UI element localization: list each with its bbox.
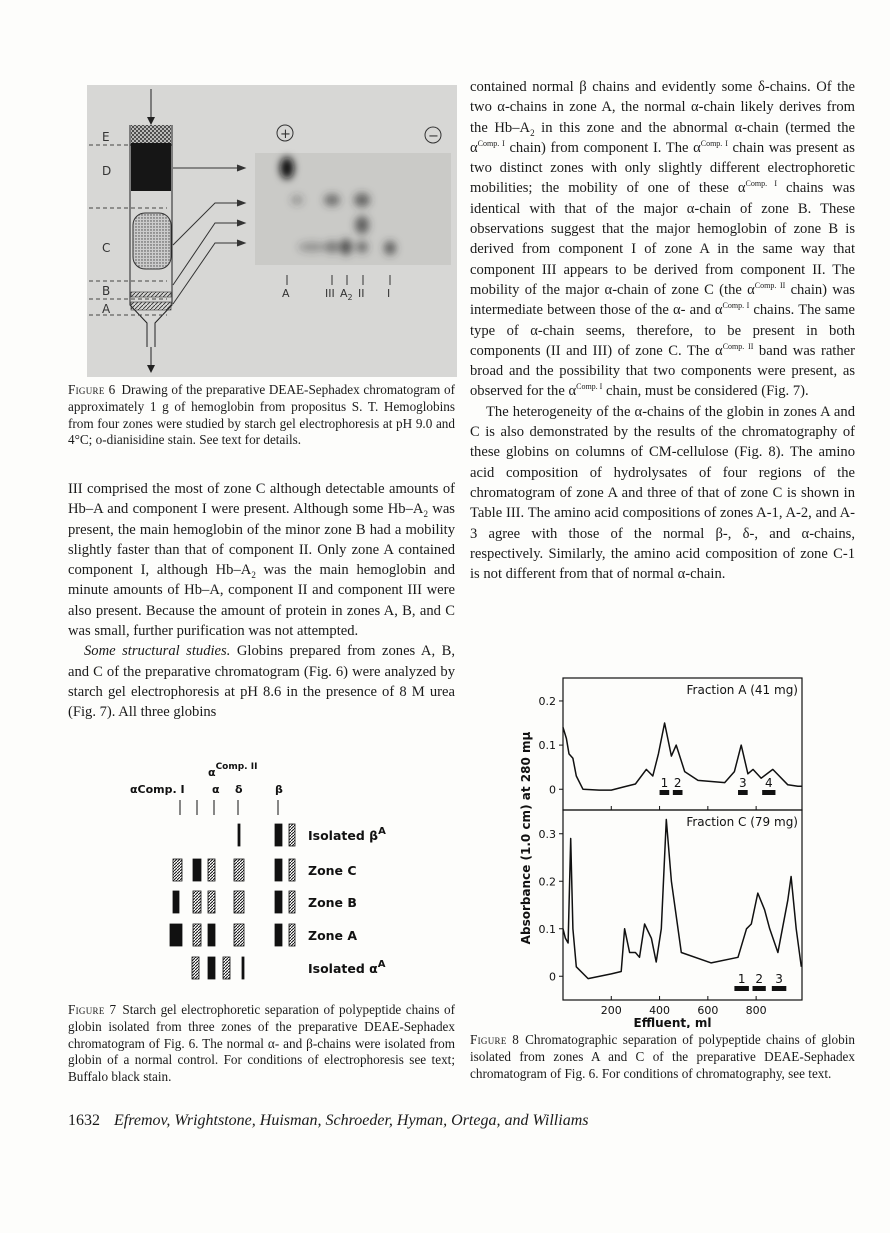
fraction-label: 2 <box>673 776 682 790</box>
gel-band <box>238 824 240 846</box>
fraction-bar <box>753 986 766 991</box>
figure-8-chart <box>510 668 840 1028</box>
figure-7-label: Figure 7 <box>68 1002 117 1017</box>
header-alpha: α <box>212 783 220 796</box>
gel-band <box>275 859 282 881</box>
text-segment: band was rather broad and the possibility that two components were present, as observed for the α <box>470 342 855 400</box>
text-segment: Comp. I <box>722 301 750 311</box>
band-label-i: I <box>387 287 391 300</box>
panel-frame <box>563 810 802 1000</box>
fraction-label: 1 <box>660 776 669 790</box>
fraction-label: 3 <box>739 776 747 790</box>
text-segment: Globins prepared from zones A, B, and C of the preparative chromatogram (Fig. 6) were analyzed by starch gel electrophoresis at pH 8.6 in the presence of 8 M urea (Fig. 7). All three globins <box>68 643 455 721</box>
gel-band <box>192 957 199 979</box>
gel-band <box>193 859 201 881</box>
panel-title: Fraction C (79 mg) <box>686 815 798 829</box>
fraction-bar <box>673 790 683 795</box>
starch-gel <box>255 153 451 265</box>
y-tick-label: 0.2 <box>538 875 556 889</box>
text-segment: was the main hemoglobin and minute amounts of Hb–A, component II and component III were also present. Because the amount of protein in zones A, B, and C was small, further purification was not attempted. <box>68 562 455 640</box>
zone-label-c: C <box>102 241 111 255</box>
fraction-bar <box>762 790 775 795</box>
row-label: Isolated $\beta^A$ <box>308 826 386 843</box>
gel-band <box>234 891 244 913</box>
zone-label-b: B <box>102 284 111 298</box>
gel-band <box>193 891 201 913</box>
gel-band <box>223 957 230 979</box>
x-tick-label: 400 <box>649 1004 671 1017</box>
gel-band <box>275 824 282 846</box>
zone-label-d: D <box>102 164 112 178</box>
zone-label-a: A <box>102 302 111 316</box>
gel-band <box>289 924 295 946</box>
gel-band <box>208 924 215 946</box>
gel-band <box>242 957 244 979</box>
header-alpha-comp-i: αComp. I <box>130 783 185 796</box>
page-footer <box>68 1112 588 1130</box>
x-tick-label: 600 <box>697 1004 719 1017</box>
band-label-ii: II <box>358 287 365 300</box>
text-segment: chain) from component I. The α <box>504 139 701 156</box>
text-segment: chain was present as two distinct zones with only slightly different electrophoretic mobilities; the mobility of one of these α <box>470 139 855 197</box>
header-delta: δ <box>235 783 243 796</box>
text-segment: chains was identical with that of the major α-chain of zone B. These observations suggest that the major hemoglobin of zone B is derived from component I of zone A in the same way that component III appears to be derived from component II. The mobility of the major α-chain of zone C (the α <box>470 180 855 298</box>
fraction-label: 3 <box>775 972 783 986</box>
figure-6-label: Figure 6 <box>68 382 116 397</box>
gel-band <box>289 859 295 881</box>
y-tick-label: 0.2 <box>538 694 556 708</box>
text-segment: chains. The same type of α-chain seems, therefore, to be present in both components (II and III) of zone C. The α <box>470 302 855 359</box>
text-segment: contained normal β chains and evidently some δ-chains. Of the two α-chains in zone A, the normal α-chain likely derives from the Hb–A <box>470 79 855 136</box>
paragraph <box>68 641 455 722</box>
figure-8-caption: Figure 8 Chromatographic separation of polypeptide chains of globin isolated from zones A and C of the preparative DEAE-Sephadex chromatogram of Fig. 6. For conditions of chromatography, see text. <box>470 1032 855 1081</box>
gel-band <box>275 924 282 946</box>
gel-band <box>234 859 244 881</box>
gel-band <box>208 859 215 881</box>
gel-band <box>275 891 282 913</box>
zone-label-e: E <box>102 130 110 144</box>
figure-6-chromatogram-drawing <box>87 85 457 377</box>
gel-band <box>173 859 182 881</box>
text-segment: 2 <box>251 570 256 581</box>
text-segment: Comp. I <box>576 382 603 392</box>
gel-band <box>289 824 295 846</box>
gel-band <box>208 957 215 979</box>
fraction-bar <box>772 986 786 991</box>
text-segment: chain) was intermediate between those of the α- and α <box>470 281 855 319</box>
text-segment: 2 <box>530 127 535 138</box>
row-label: Zone C <box>308 863 357 878</box>
figure-6-caption: Figure 6 Drawing of the preparative DEAE-Sephadex chromatogram of approximately 1 g of hemoglobin from propositus S. T. Hemoglobins from four zones were studied by starch gel electrophoresis at pH 9.0 and 4°C; o-dianisidine stain. See text for details. <box>68 382 455 448</box>
band-label-iii: III <box>325 287 335 300</box>
y-tick-label: 0.3 <box>538 827 556 841</box>
paragraph <box>470 77 855 402</box>
x-tick-label: 800 <box>745 1004 767 1017</box>
y-tick-label: 0 <box>549 970 556 984</box>
header-beta: β <box>275 783 283 796</box>
fraction-label: 2 <box>755 972 763 986</box>
left-column-text <box>68 479 455 723</box>
band-label-a2: $A_2$ <box>340 287 353 302</box>
text-segment: 2 <box>423 509 428 520</box>
gel-band <box>170 924 182 946</box>
x-tick-label: 200 <box>600 1004 622 1017</box>
panel-title: Fraction A (41 mg) <box>686 683 798 697</box>
text-segment: chain, must be considered (Fig. 7). <box>602 383 809 400</box>
author-list: Efremov, Wrightstone, Huisman, Schroeder, Hyman, Ortega, and Williams <box>114 1112 589 1129</box>
gel-band <box>173 891 179 913</box>
fraction-bar <box>738 790 748 795</box>
text-segment: Comp. I <box>745 179 778 189</box>
text-segment: Comp. I <box>700 138 728 148</box>
row-label: Zone A <box>308 928 358 943</box>
electrode-anode <box>277 125 293 142</box>
series-line-fraction-c <box>563 820 801 979</box>
text-segment: was present, the main hemoglobin of the minor zone B had a mobility slightly faster than that of component II. Only zone A contained component I, although Hb–A <box>68 501 455 579</box>
text-segment: in this zone and the abnormal α-chain (termed the α <box>470 119 855 156</box>
gel-band <box>234 924 244 946</box>
text-segment: Comp. II <box>754 280 786 290</box>
y-tick-label: 0.1 <box>538 739 556 753</box>
figure-7-electrophoresis <box>120 760 420 995</box>
y-axis-label: Absorbance (1.0 cm) at 280 mμ <box>519 731 533 945</box>
paragraph <box>470 402 855 585</box>
text-segment: III comprised the most of zone C although detectable amounts of Hb–A and component I were present. Although some Hb–A <box>68 481 455 518</box>
x-axis-label: Effluent, ml <box>633 1016 712 1028</box>
electrode-cathode <box>425 127 441 144</box>
page-number: 1632 <box>68 1112 100 1129</box>
band-label-a: A <box>282 287 290 300</box>
text-segment: The heterogeneity of the α-chains of the globin in zones A and C is also demonstrated by the results of the chromatography of these globins on columns of CM-cellulose (Fig. 8). The amino acid composition of hydrolysates of four regions of the chromatogram of zone A and three of that of zone C is shown in Table III. The amino acid compositions of zones A-1, A-2, and A-3 agree with those of the normal β-, δ-, and α-chains, respectively. Similarly, the amino acid composition of zone C-1 is not different from that of normal α-chain. <box>470 403 855 583</box>
svg-text:−: − <box>428 129 439 144</box>
figure-7-caption: Figure 7 Starch gel electrophoretic separation of polypeptide chains of globin isolated from three zones of the preparative DEAE-Sephadex chromatogram of Fig. 6. The normal α- and β-chains were isolated from globin of a normal control. For conditions of electrophoresis see text; Buffalo black stain. <box>68 1002 456 1085</box>
row-label: Isolated $\alpha^A$ <box>308 959 386 976</box>
header-alpha-comp-ii: $\alpha^{Comp. II}$ <box>208 762 258 779</box>
figure-8-label: Figure 8 <box>470 1032 520 1047</box>
gel-band <box>208 891 215 913</box>
fraction-label: 4 <box>764 776 773 790</box>
section-heading: Some structural studies. <box>84 643 231 660</box>
y-tick-label: 0 <box>549 783 556 797</box>
fraction-bar <box>660 790 670 795</box>
gel-band <box>193 924 201 946</box>
fraction-label: 1 <box>737 972 746 986</box>
fraction-bar <box>734 986 748 991</box>
y-tick-label: 0.1 <box>538 922 556 936</box>
text-segment: Comp. II <box>722 341 754 351</box>
gel-band <box>289 891 295 913</box>
text-segment: Comp. I <box>477 138 505 148</box>
svg-text:+: + <box>280 127 291 142</box>
row-label: Zone B <box>308 895 357 910</box>
paragraph <box>68 479 455 641</box>
right-column-text <box>470 77 855 584</box>
